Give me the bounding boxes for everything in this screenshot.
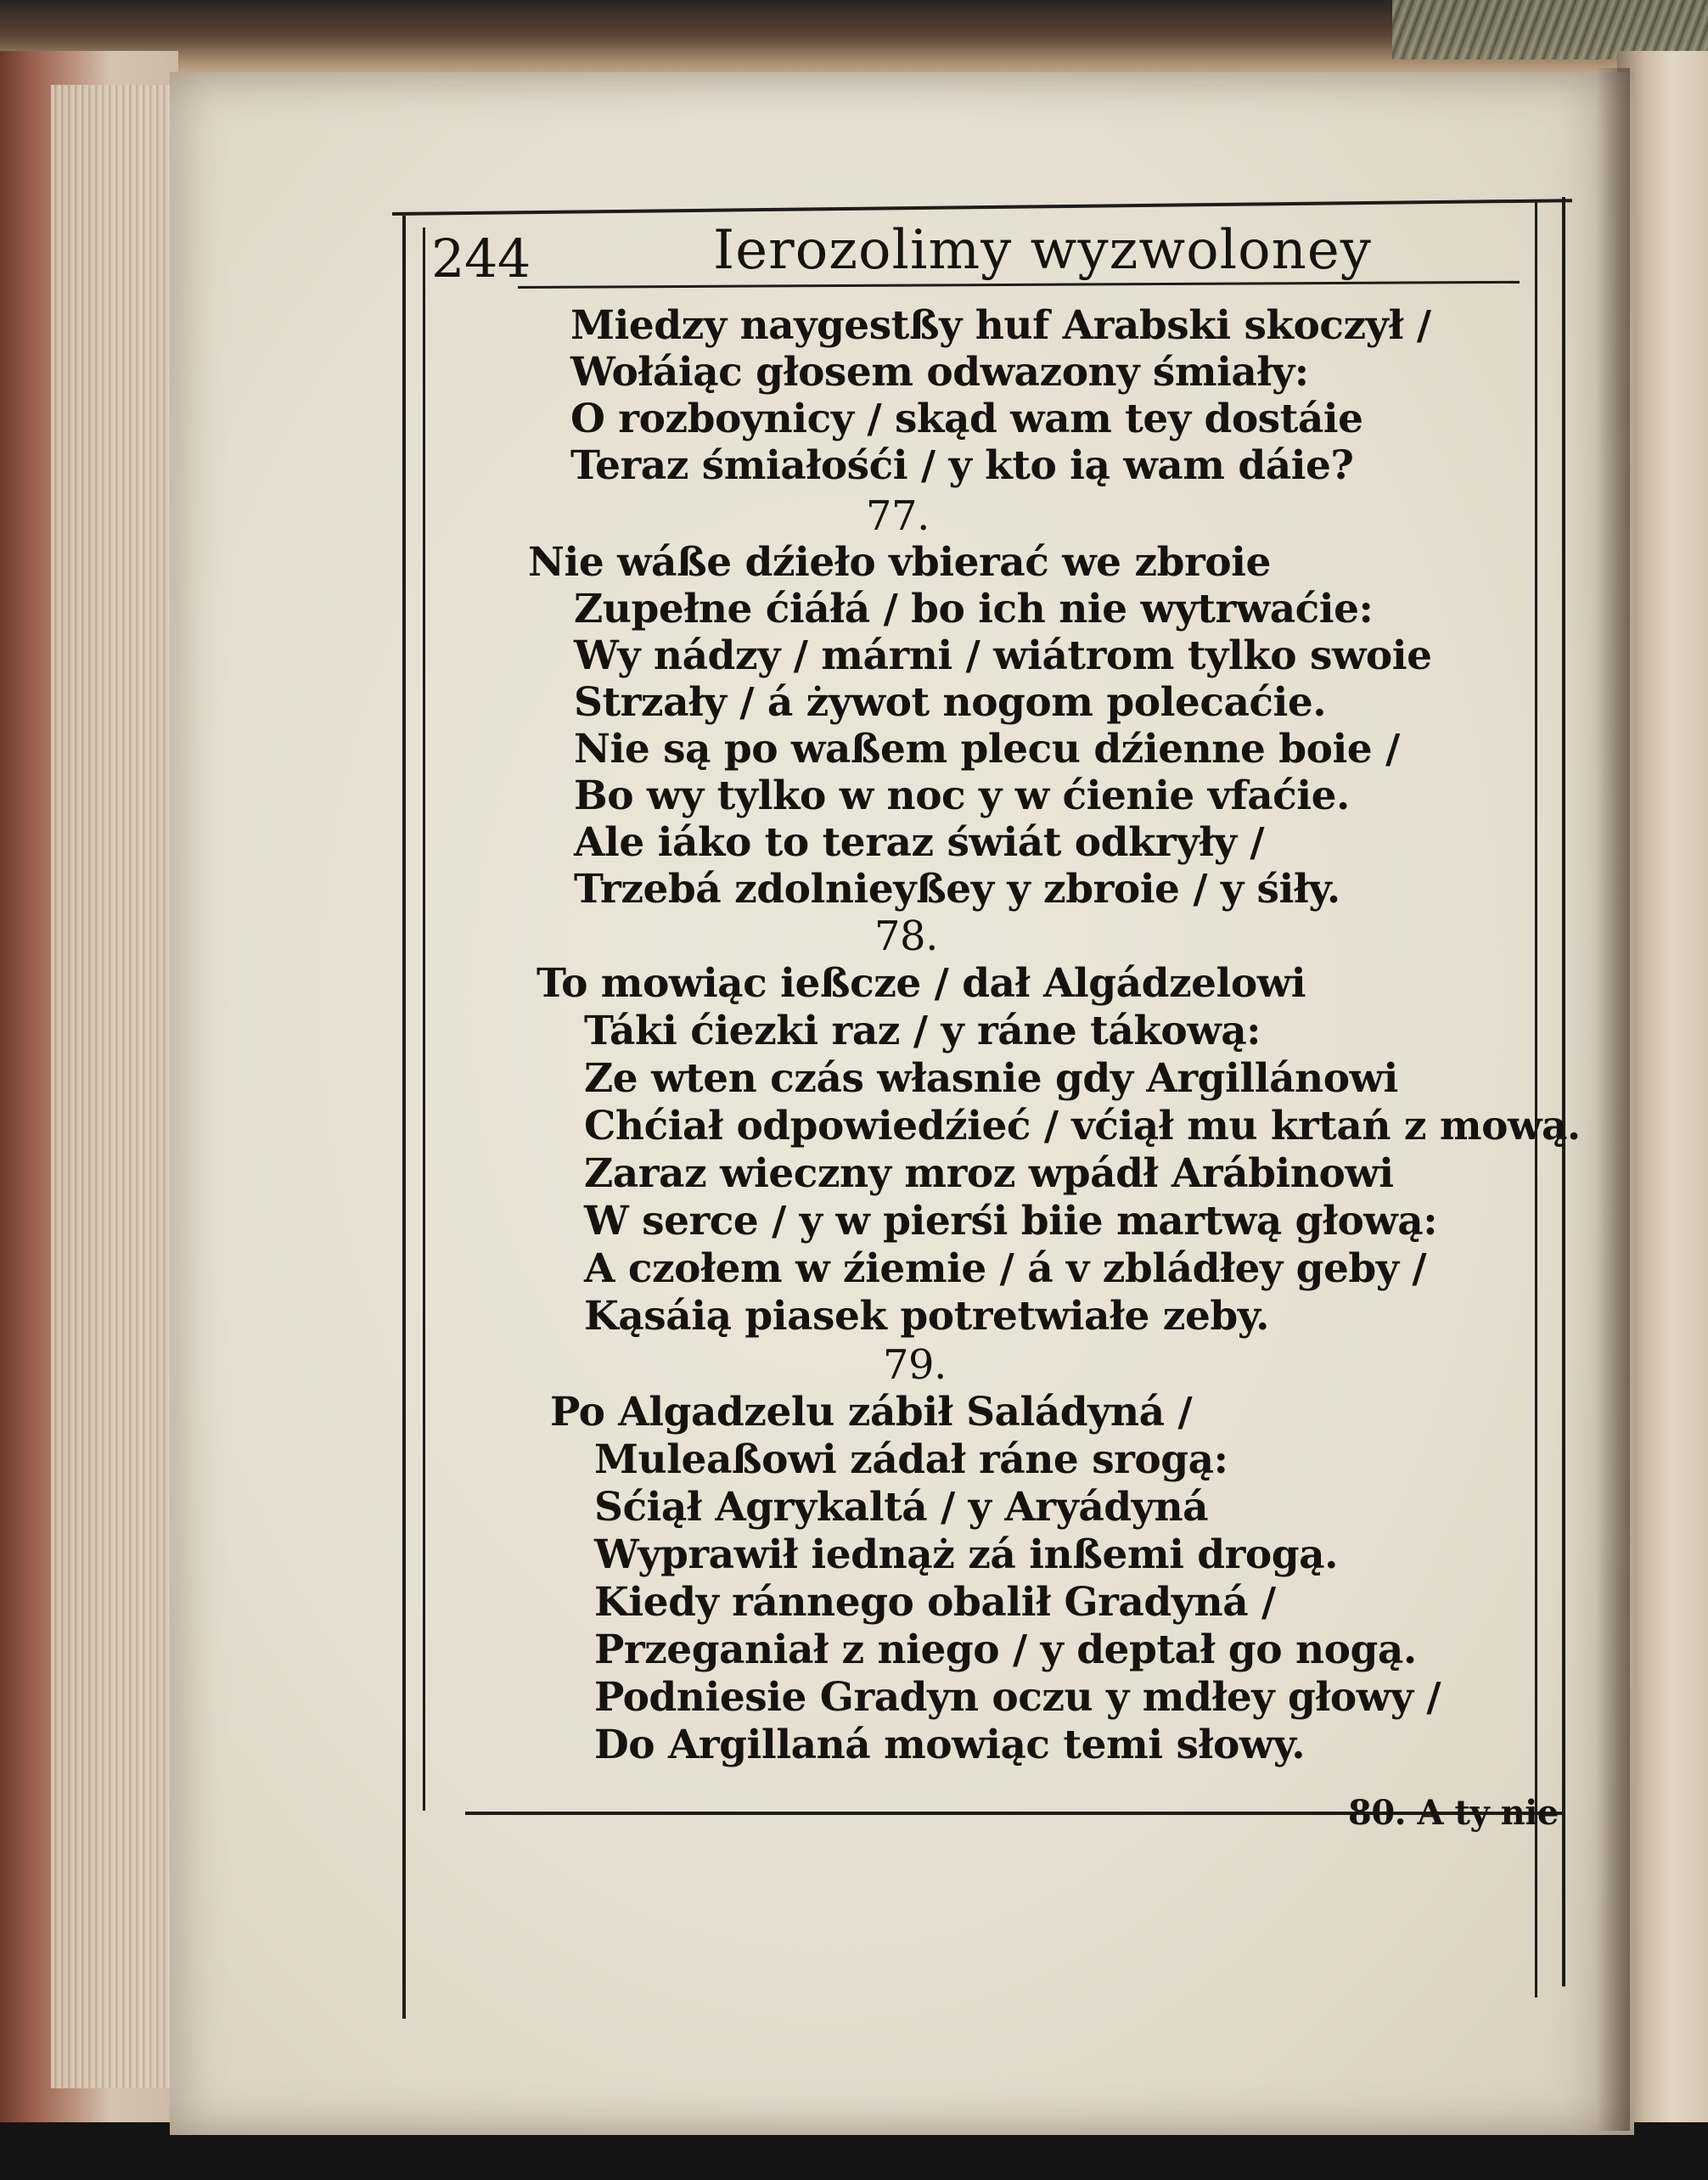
left-page-stack: [0, 51, 178, 2122]
verse-line: Trzebá zdolnieyßey y zbroie / y śiły.: [574, 866, 1340, 913]
verse-line: Kiedy ránnego obalił Gradyná /: [594, 1579, 1276, 1626]
verse-line: Do Argillaná mowiąc temi słowy.: [594, 1722, 1306, 1768]
page-number: 244: [431, 228, 531, 289]
verse-line: Bo wy tylko w noc y w ćienie vfaćie.: [574, 773, 1350, 819]
verse-line: Zaraz wieczny mroz wpádł Arábinowi: [584, 1150, 1394, 1197]
verse-line: Zupełne ćiáłá / bo ich nie wytrwaćie:: [574, 586, 1374, 632]
verse-line: Nie są po waßem plecu dźienne boie /: [574, 726, 1400, 773]
verse-line: Wy nádzy / márni / wiátrom tylko swoie: [574, 632, 1432, 679]
verse-line: Ze wten czás własnie gdy Argillánowi: [584, 1055, 1398, 1102]
verse-line: W serce / y w pierśi biie martwą głową:: [584, 1198, 1438, 1245]
frame-rule-left-inner: [423, 228, 425, 1811]
catchword: 80. A ty nie: [1348, 1793, 1559, 1833]
verse-line: Ale iáko to teraz świát odkryły /: [574, 819, 1265, 866]
verse-line: Przeganiał z niego / y deptał go nogą.: [594, 1627, 1417, 1673]
frame-rule-left-outer: [402, 216, 406, 2019]
verse-line: Chćiał odpowiedźieć / vćiął mu krtań z mową.: [584, 1103, 1581, 1149]
verse-line: O rozboynicy / skąd wam tey dostáie: [570, 396, 1363, 442]
verse-line: Wyprawił iednąż zá inßemi drogą.: [594, 1531, 1338, 1578]
stanza-number: 78.: [874, 913, 938, 960]
verse-line: Sćiął Agrykaltá / y Aryádyná: [594, 1484, 1209, 1531]
frame-rule-right-inner: [1535, 202, 1537, 1997]
stanza-number: 77.: [866, 492, 930, 540]
verse-line: A czołem w źiemie / á v zbládłey geby /: [584, 1245, 1427, 1292]
verse-line: Podniesie Gradyn oczu y mdłey głowy /: [594, 1674, 1441, 1721]
verse-line: Táki ćiezki raz / y ráne tákową:: [584, 1008, 1261, 1054]
verse-line: Miedzy naygestßy huf Arabski skoczył /: [570, 302, 1431, 349]
verse-line: Wołáiąc głosem odwazony śmiały:: [570, 349, 1309, 396]
verse-line: Po Algadzelu zábił Saládyná /: [550, 1389, 1193, 1436]
verse-line: Kąsáią piasek potretwiałe zeby.: [584, 1293, 1269, 1340]
verse-line: Muleaßowi zádał ráne srogą:: [594, 1436, 1228, 1483]
verse-line: Teraz śmiałośći / y kto ią wam dáie?: [570, 442, 1354, 489]
page-edges: [51, 85, 178, 2088]
stanza-number: 79.: [883, 1341, 947, 1389]
verse-line: Strzały / á żywot nogom polecaćie.: [574, 679, 1327, 726]
verse-line: Nie wáße dźieło vbierać we zbroie: [528, 539, 1271, 586]
verse-line: To mowiąc ießcze / dał Algádzelowi: [537, 960, 1306, 1007]
running-title: Ierozolimy wyzwoloney: [713, 219, 1372, 282]
gutter-shadow: [1596, 68, 1630, 2131]
frame-rule-right-outer: [1562, 197, 1565, 1986]
